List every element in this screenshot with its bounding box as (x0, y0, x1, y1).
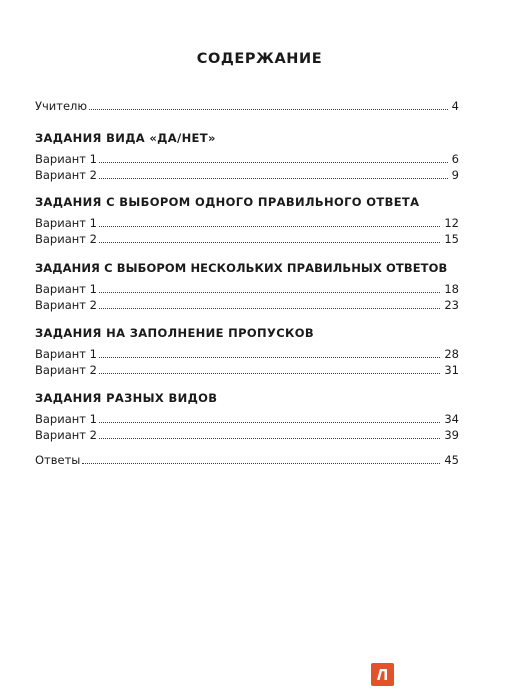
toc-entry-label: Учителю (35, 99, 88, 113)
toc-entry[interactable] (35, 296, 459, 312)
dot-leader (99, 307, 440, 309)
dot-leader (99, 356, 440, 358)
toc-entry-label: Ответы (35, 453, 81, 467)
dot-leader (99, 421, 440, 423)
dot-leader (99, 177, 448, 179)
toc-entry-label: Вариант 2 (35, 232, 97, 246)
toc-entry-label: Вариант 1 (35, 412, 97, 426)
toc-entry-page: 6 (451, 152, 459, 166)
toc-entry-page: 12 (444, 216, 459, 230)
toc-entry-page: 9 (451, 168, 459, 182)
toc-entry-label: Вариант 1 (35, 216, 97, 230)
dot-leader (82, 462, 440, 464)
toc-entry-intro[interactable] (35, 97, 459, 113)
dot-leader (99, 241, 440, 243)
toc-entry-label: Вариант 2 (35, 428, 97, 442)
toc-entry[interactable] (35, 361, 459, 377)
toc-entry-page: 39 (444, 428, 459, 442)
dot-leader (99, 291, 440, 293)
section-heading: ЗАДАНИЯ С ВЫБОРОМ НЕСКОЛЬКИХ ПРАВИЛЬНЫХ ОТВЕТОВ (35, 261, 448, 275)
labirint-logo-glyph (371, 663, 394, 686)
toc-entry-page: 34 (444, 412, 459, 426)
toc-entry-label: Вариант 2 (35, 363, 97, 377)
toc-entry-answers[interactable] (35, 451, 459, 467)
toc-entry-label: Вариант 2 (35, 298, 97, 312)
toc-entry[interactable] (35, 410, 459, 426)
section-heading: ЗАДАНИЯ С ВЫБОРОМ ОДНОГО ПРАВИЛЬНОГО ОТВЕТА (35, 195, 420, 209)
toc-entry[interactable] (35, 345, 459, 361)
toc-entry[interactable] (35, 166, 459, 182)
toc-entry-page: 15 (444, 232, 459, 246)
toc-entry-label: Вариант 1 (35, 152, 97, 166)
toc-entry-page: 23 (444, 298, 459, 312)
dot-leader (99, 225, 440, 227)
toc-entry[interactable] (35, 280, 459, 296)
dot-leader (99, 437, 440, 439)
section-heading: ЗАДАНИЯ ВИДА «ДА/НЕТ» (35, 131, 216, 145)
section-heading: ЗАДАНИЯ НА ЗАПОЛНЕНИЕ ПРОПУСКОВ (35, 326, 315, 340)
toc-entry-page: 45 (444, 453, 459, 467)
dot-leader (99, 161, 448, 163)
page-title: СОДЕРЖАНИЕ (196, 51, 323, 67)
toc-entry-page: 4 (451, 99, 459, 113)
toc-entry[interactable] (35, 150, 459, 166)
toc-entry[interactable] (35, 214, 459, 230)
toc-entry-label: Вариант 1 (35, 282, 97, 296)
section-heading: ЗАДАНИЯ РАЗНЫХ ВИДОВ (35, 391, 218, 405)
toc-entry-page: 18 (444, 282, 459, 296)
dot-leader (99, 372, 440, 374)
toc-entry-page: 28 (444, 347, 459, 361)
dot-leader (89, 108, 448, 110)
toc-entry[interactable] (35, 230, 459, 246)
toc-entry-page: 31 (444, 363, 459, 377)
toc-entry-label: Вариант 1 (35, 347, 97, 361)
labirint-logo-icon (371, 663, 394, 686)
toc-entry-label: Вариант 2 (35, 168, 97, 182)
toc-entry[interactable] (35, 426, 459, 442)
